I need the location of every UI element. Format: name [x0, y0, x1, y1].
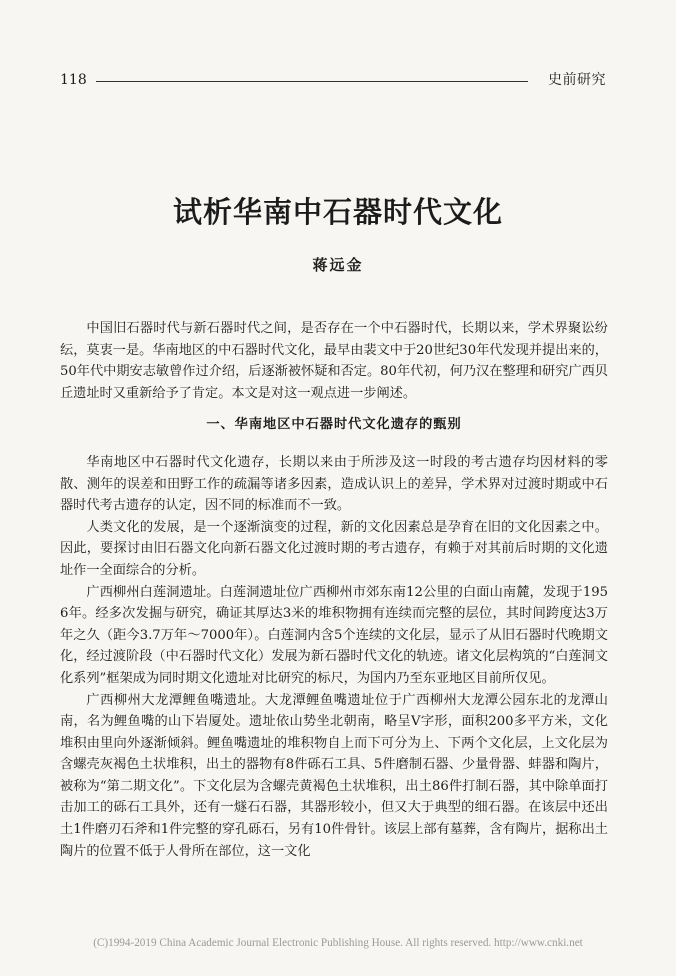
article-author: 蒋远金 [312, 256, 364, 274]
body-paragraph: 人类文化的发展，是一个逐渐演变的过程，新的文化因素总是孕育在旧的文化因素之中。因此，要探讨由旧石器文化向新石器文化过渡时期的考古遗存，有赖于对其前后时期的文化遗址作一全面综合的分析。 [60, 519, 608, 578]
body-paragraph: 广西柳州白莲洞遗址。白莲洞遗址位广西柳州市郊东南12公里的白面山南麓，发现于1956年。经多次发掘与研究，确证其厚达3米的堆积物拥有连续而完整的层位，其时间跨度达3万年之久（距今3.7万年～7000年）。白莲洞内含5个连续的文化层，显示了从旧石器时代晚期文化，经过渡阶段（中石器时代文化）发展为新石器时代文化的轨迹。诸文化层构筑的“白莲洞文化系列”框架成为同时期文化遗址对比研究的标尺，为国内乃至东亚地区目前所仅见。 [60, 584, 608, 686]
header-rule [96, 81, 528, 82]
body-paragraph: 广西柳州大龙潭鲤鱼嘴遗址。大龙潭鲤鱼嘴遗址位于广西柳州大龙潭公园东北的龙潭山南，名为鲤鱼嘴的山下岩厦处。遗址依山势坐北朝南，略呈V字形，面积200多平方米，文化堆积由里向外逐渐倾斜。鲤鱼嘴遗址的堆积物自上而下可分为上、下两个文化层，上文化层为含螺壳灰褐色土状堆积，出土的器物有8件砾石工具、5件磨制石器、少量骨器、蚌器和陶片，被称为“第二期文化”。下文化层为含螺壳黄褐色土状堆积，出土86件打制石器，其中除单面打击加工的砾石工具外，还有一燧石石器，其器形较小，但又大于典型的细石器。在该层中还出土1件磨刃石斧和1件完整的穿孔砾石，另有10件骨针。该层上部有墓葬，含有陶片，据称出土陶片的位置不低于人骨所在部位，这一文化 [60, 692, 608, 859]
copyright-footer: (C)1994-2019 China Academic Journal Electronic Publishing House. All rights reserved. http://www.cnki.net [93, 937, 583, 949]
running-header [60, 70, 606, 92]
section-heading: 一、华南地区中石器时代文化遗存的甄别 [206, 417, 462, 433]
body-paragraph: 华南地区中石器时代文化遗存，长期以来由于所涉及这一时段的考古遗存均因材料的零散、测年的误差和田野工作的疏漏等诸多因素，造成认识上的差异，学术界对过渡时期或中石器时代考古遗存的认定，因不同的标准而不一致。 [60, 454, 608, 514]
page-number: 118 [60, 72, 87, 88]
article-body [60, 318, 608, 862]
article-title: 试析华南中石器时代文化 [172, 195, 503, 229]
abstract-paragraph: 中国旧石器时代与新石器时代之间，是否存在一个中石器时代，长期以来，学术界聚讼纷纭，莫衷一是。华南地区的中石器时代文化，最早由裴文中于20世纪30年代发现并提出来的，50年代中期安志敏曾作过介绍，后逐渐被怀疑和否定。80年代初，何乃汉在整理和研究广西贝丘遗址时又重新给予了肯定。本文是对这一观点进一步阐述。 [60, 321, 608, 401]
journal-name: 史前研究 [548, 72, 606, 88]
